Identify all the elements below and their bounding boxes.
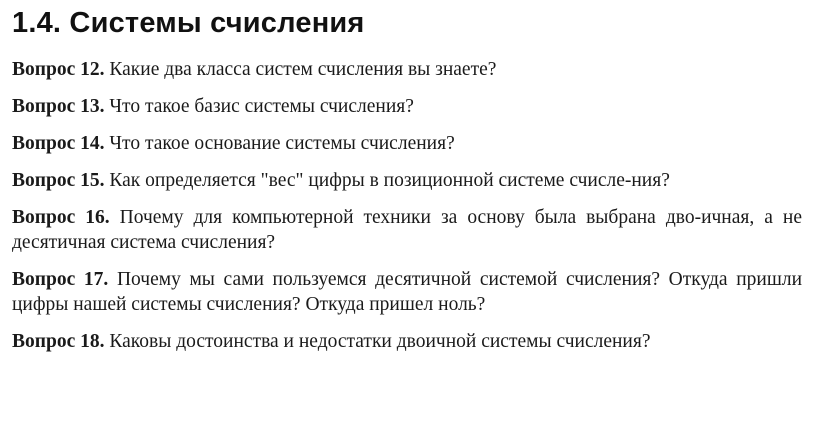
question-item	[12, 267, 802, 317]
question-number: Вопрос 16.	[12, 207, 110, 228]
question-item	[12, 205, 802, 255]
question-text: Как определяется "вес" цифры в позиционной системе счисле-ния?	[109, 170, 670, 191]
document-page	[12, 0, 802, 366]
question-number: Вопрос 18.	[12, 331, 105, 352]
question-text: Что такое базис системы счисления?	[109, 96, 414, 117]
section-heading: 1.4. Системы счисления	[12, 7, 365, 39]
question-number: Вопрос 13.	[12, 96, 105, 117]
question-item	[12, 94, 802, 119]
question-number: Вопрос 15.	[12, 170, 105, 191]
question-text: Почему мы сами пользуемся десятичной системой счисления? Откуда пришли цифры нашей системы счисления? Откуда пришел ноль?	[12, 269, 803, 315]
question-item	[12, 168, 802, 193]
question-text: Какие два класса систем счисления вы знаете?	[109, 59, 497, 80]
question-number: Вопрос 17.	[12, 269, 109, 290]
question-number: Вопрос 12.	[12, 59, 105, 80]
question-text: Почему для компьютерной техники за основу была выбрана дво-ичная, а не десятичная система счисления?	[12, 207, 802, 253]
question-item	[12, 131, 802, 156]
question-list	[12, 57, 802, 354]
question-item	[12, 329, 802, 354]
question-text: Каковы достоинства и недостатки двоичной системы счисления?	[109, 331, 651, 352]
question-text: Что такое основание системы счисления?	[109, 133, 455, 154]
question-item	[12, 57, 802, 82]
question-number: Вопрос 14.	[12, 133, 105, 154]
